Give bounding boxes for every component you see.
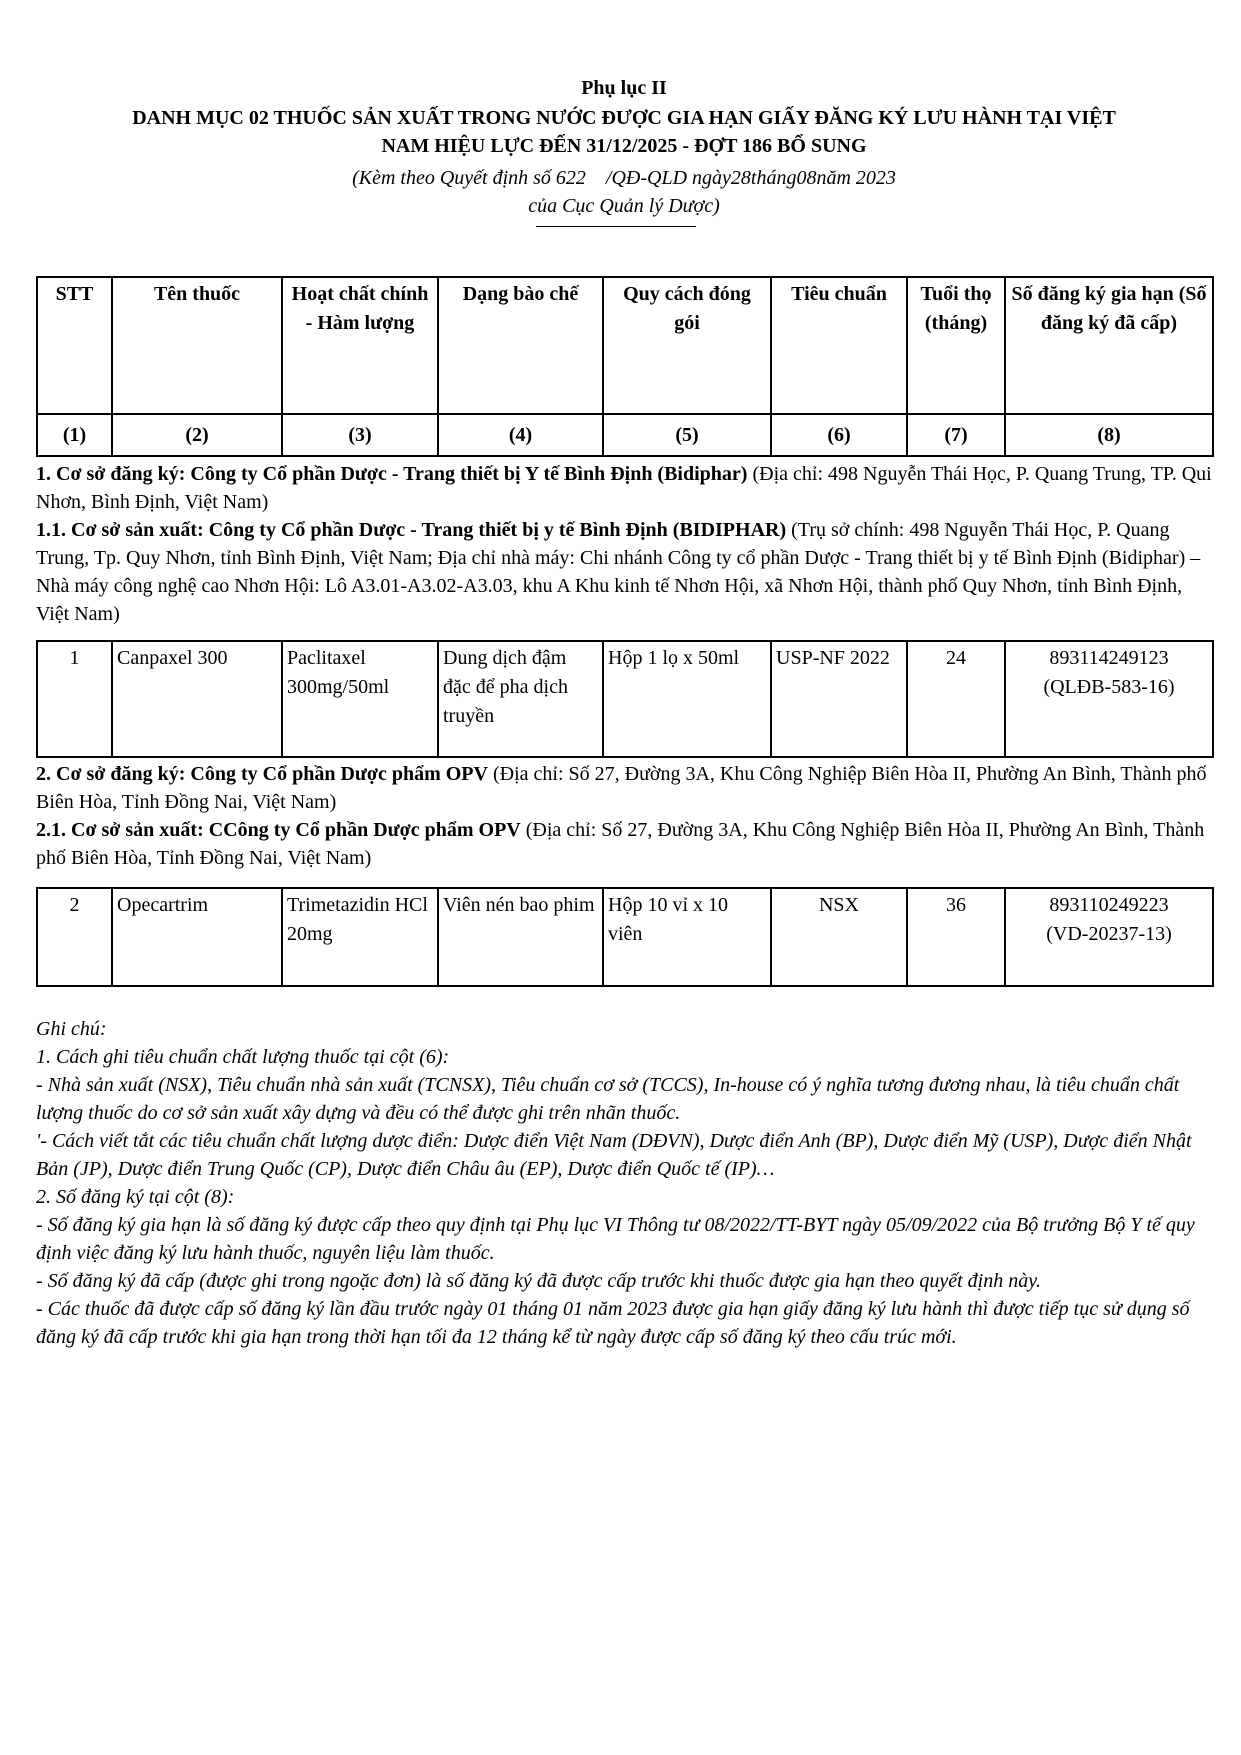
section-2-manufacturer-label: 2.1. Cơ sở sản xuất: CCông ty Cổ phần Dược phẩm OPV <box>36 819 521 841</box>
col-number: (4) <box>438 414 603 456</box>
cell-packing: Hộp 10 vỉ x 10 viên <box>603 888 771 986</box>
note-2-a: - Số đăng ký gia hạn là số đăng ký được cấp theo quy định tại Phụ lục VI Thông tư 08/2022/TT-BYT ngày 05/09/2022 của Bộ trưởng Bộ Y tế quy định việc đăng ký lưu hành thuốc, nguyên liệu làm thuốc. <box>36 1214 1195 1264</box>
col-header-stt: STT <box>37 277 112 414</box>
cell-reg-no <box>1005 888 1213 986</box>
col-number: (7) <box>907 414 1005 456</box>
reg-no: 893114249123 <box>1049 647 1169 669</box>
cell-name: Canpaxel 300 <box>112 641 282 757</box>
section-1-manufacturer <box>36 516 1212 628</box>
col-number: (2) <box>112 414 282 456</box>
cell-standard: NSX <box>771 888 907 986</box>
cell-form: Viên nén bao phim <box>438 888 603 986</box>
cell-ingredient: Paclitaxel 300mg/50ml <box>282 641 438 757</box>
subtitle-line-1: (Kèm theo Quyết định số 622 /QĐ-QLD ngày28tháng08năm 2023 <box>352 167 896 189</box>
cell-stt: 1 <box>37 641 112 757</box>
old-reg-no: (VD-20237-13) <box>1046 923 1172 945</box>
cell-shelf-life: 36 <box>907 888 1005 986</box>
cell-reg-no <box>1005 641 1213 757</box>
col-number: (5) <box>603 414 771 456</box>
drug-table-1 <box>36 640 1214 758</box>
col-header-form: Dạng bào chế <box>438 277 603 414</box>
cell-stt: 2 <box>37 888 112 986</box>
section-1-registrant-address: (Địa chỉ: 498 Nguyễn Thái Học, P. Quang Trung, TP. Qui Nhơn, Bình Định, Việt Nam) <box>36 463 1212 513</box>
document-subtitle <box>36 164 1212 220</box>
section-2-manufacturer <box>36 816 1212 872</box>
note-2-c: - Các thuốc đã được cấp số đăng ký lần đầu trước ngày 01 tháng 01 năm 2023 được gia hạn giấy đăng ký lưu hành thì được tiếp tục sử dụng số đăng ký đã cấp trước khi gia hạn trong thời hạn tối đa 12 tháng kể từ ngày được cấp số đăng ký theo cấu trúc mới. <box>36 1298 1190 1348</box>
col-number: (6) <box>771 414 907 456</box>
subtitle-line-2: của Cục Quản lý Dược) <box>528 195 720 217</box>
reg-no: 893110249223 <box>1049 894 1169 916</box>
title-line-1: DANH MỤC 02 THUỐC SẢN XUẤT TRONG NƯỚC ĐƯỢC GIA HẠN GIẤY ĐĂNG KÝ LƯU HÀNH TẠI VIỆT <box>132 107 1116 129</box>
col-number: (3) <box>282 414 438 456</box>
note-1-a: - Nhà sản xuất (NSX), Tiêu chuẩn nhà sản xuất (TCNSX), Tiêu chuẩn cơ sở (TCCS), In-house có ý nghĩa tương đương nhau, là tiêu chuẩn chất lượng thuốc do cơ sở sản xuất xây dựng và đều có thể được ghi trên nhãn thuốc. <box>36 1074 1180 1124</box>
section-1-manufacturer-label: 1.1. Cơ sở sản xuất: Công ty Cổ phần Dược - Trang thiết bị y tế Bình Định (BIDIPHAR) <box>36 519 787 541</box>
table-row <box>37 641 1213 757</box>
notes-section <box>36 1015 1212 1351</box>
note-1-b: '- Cách viết tắt các tiêu chuẩn chất lượng dược điển: Dược điển Việt Nam (DĐVN), Dược điển Anh (BP), Dược điển Mỹ (USP), Dược điển Nhật Bản (JP), Dược điển Trung Quốc (CP), Dược điển Châu âu (EP), Dược điển Quốc tế (IP)… <box>36 1130 1192 1180</box>
section-1-registrant-label: 1. Cơ sở đăng ký: Công ty Cổ phần Dược - Trang thiết bị Y tế Bình Định (Bidiphar) <box>36 463 753 485</box>
appendix-heading: Phụ lục II <box>581 77 667 99</box>
section-2-registrant-address: (Địa chỉ: Số 27, Đường 3A, Khu Công Nghiệp Biên Hòa II, Phường An Bình, Thành phố Biên Hòa, Tỉnh Đồng Nai, Việt Nam) <box>36 763 1207 813</box>
cell-standard: USP-NF 2022 <box>771 641 907 757</box>
cell-packing: Hộp 1 lọ x 50ml <box>603 641 771 757</box>
cell-shelf-life: 24 <box>907 641 1005 757</box>
col-header-reg-no: Số đăng ký gia hạn (Số đăng ký đã cấp) <box>1005 277 1213 414</box>
title-line-2: NAM HIỆU LỰC ĐẾN 31/12/2025 - ĐỢT 186 BỔ SUNG <box>381 135 867 157</box>
cell-form: Dung dịch đậm đặc để pha dịch truyền <box>438 641 603 757</box>
col-number: (8) <box>1005 414 1213 456</box>
note-1-title: 1. Cách ghi tiêu chuẩn chất lượng thuốc tại cột (6): <box>36 1046 450 1068</box>
section-2-manufacturer-address: (Địa chỉ: Số 27, Đường 3A, Khu Công Nghiệp Biên Hòa II, Phường An Bình, Thành phố Biên Hòa, Tỉnh Đồng Nai, Việt Nam) <box>36 819 1205 869</box>
document-title <box>36 104 1212 160</box>
table-row <box>37 888 1213 986</box>
cell-ingredient: Trimetazidin HCl 20mg <box>282 888 438 986</box>
section-1-registrant <box>36 460 1212 516</box>
cell-name: Opecartrim <box>112 888 282 986</box>
col-header-ingredient: Hoạt chất chính - Hàm lượng <box>282 277 438 414</box>
section-2-registrant-label: 2. Cơ sở đăng ký: Công ty Cổ phần Dược phẩm OPV <box>36 763 488 785</box>
notes-heading: Ghi chú: <box>36 1018 107 1040</box>
section-1-manufacturer-address: (Trụ sở chính: 498 Nguyễn Thái Học, P. Quang Trung, Tp. Quy Nhơn, tỉnh Bình Định, Việt Nam; Địa chỉ nhà máy: Chi nhánh Công ty cổ phần Dược - Trang thiết bị y tế Bình Định (Bidiphar) – Nhà máy công nghệ cao Nhơn Hội: Lô A3.01-A3.02-A3.03, khu A Khu kinh tế Nhơn Hội, xã Nhơn Hội, thành phố Quy Nhơn, tỉnh Bình Định, Việt Nam) <box>36 519 1201 625</box>
col-header-name: Tên thuốc <box>112 277 282 414</box>
column-header-row <box>37 277 1213 414</box>
header-table <box>36 276 1214 457</box>
column-number-row <box>37 414 1213 456</box>
title-divider <box>536 226 696 227</box>
col-number: (1) <box>37 414 112 456</box>
old-reg-no: (QLĐB-583-16) <box>1043 676 1175 698</box>
drug-table-2 <box>36 887 1214 987</box>
note-2-title: 2. Số đăng ký tại cột (8): <box>36 1186 235 1208</box>
col-header-shelf-life: Tuổi thọ (tháng) <box>907 277 1005 414</box>
col-header-standard: Tiêu chuẩn <box>771 277 907 414</box>
note-2-b: - Số đăng ký đã cấp (được ghi trong ngoặc đơn) là số đăng ký đã được cấp trước khi thuốc được gia hạn theo quyết định này. <box>36 1270 1041 1292</box>
col-header-packing: Quy cách đóng gói <box>603 277 771 414</box>
section-2-registrant <box>36 760 1212 816</box>
